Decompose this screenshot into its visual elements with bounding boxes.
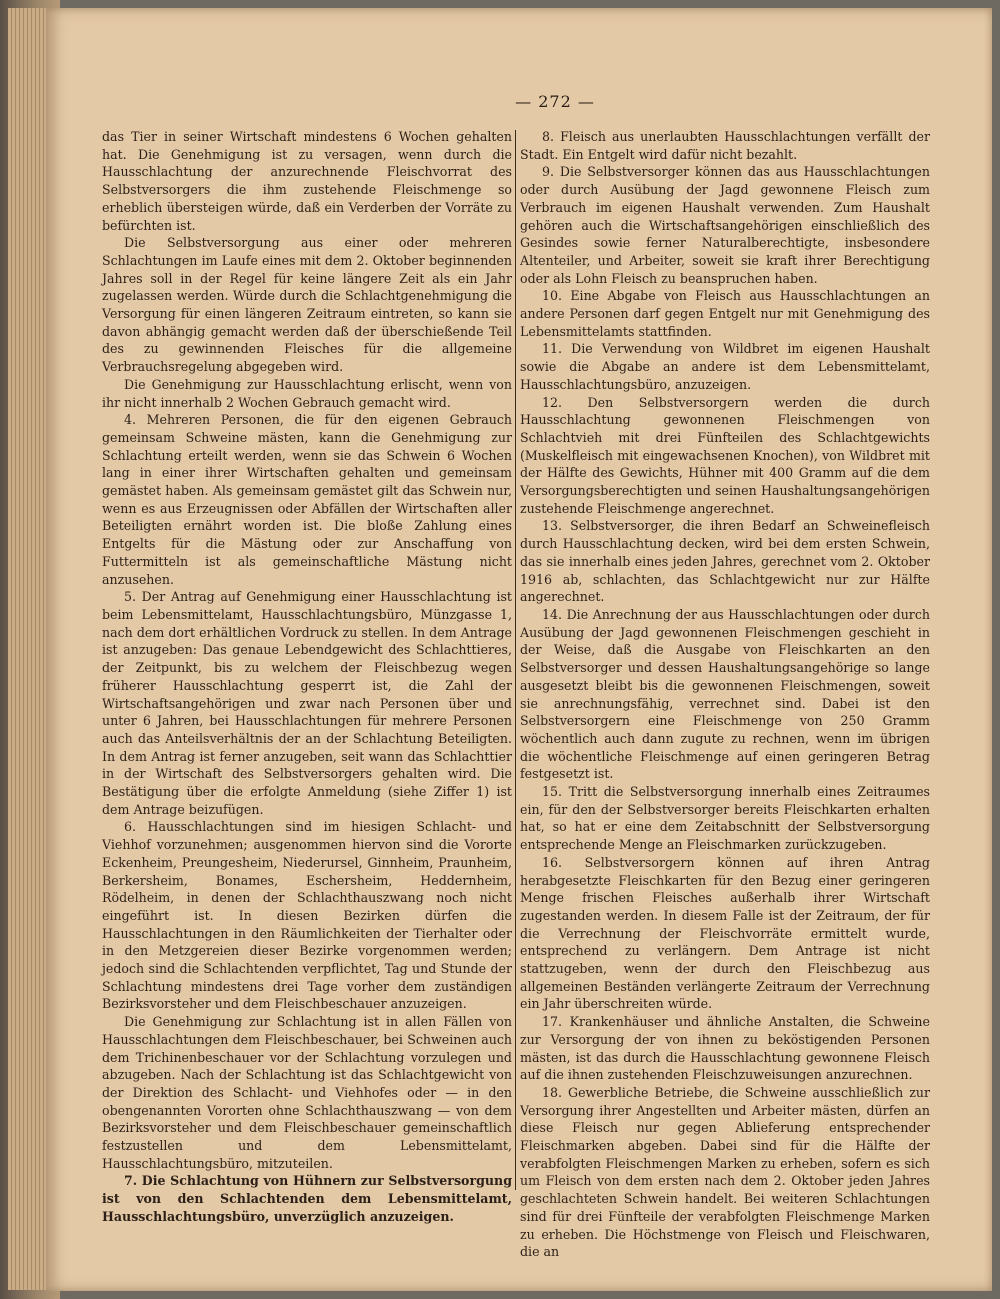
paragraph: 10. Eine Abgabe von Fleisch aus Hausschlachtungen an andere Personen darf gegen Entgelt nur mit Genehmigung des Lebensmittelamts stattfinden. xyxy=(520,288,930,339)
paragraph: 8. Fleisch aus unerlaubten Hausschlachtungen verfällt der Stadt. Ein Entgelt wird dafür nicht bezahlt. xyxy=(520,129,930,162)
paragraph: 15. Tritt die Selbstversorgung innerhalb eines Zeitraumes ein, für den der Selbstversorger bereits Fleischkarten erhalten hat, so hat er eine dem Zeitabschnitt der Selbstversorgung entsprechende Menge an Fleischmarken zurückzugeben. xyxy=(520,784,930,853)
paragraph: 5. Der Antrag auf Genehmigung einer Hausschlachtung ist beim Lebensmittelamt, Hausschlachtungsbüro, Münzgasse 1, nach dem dort erhältlichen Vordruck zu stellen. In dem Antrage ist anzugeben: Das genaue Lebendgewicht des Schlachttieres, der Zeitpunkt, bis zu welchem der Fleischbezug wegen früherer Hausschlachtung gesperrt ist, die Zahl der Wirtschaftsangehörigen und zwar nach Personen über und unter 6 Jahren, bei Hausschlachtungen für mehrere Personen auch das Anteilsverhältnis der an der Schlachtung Beteiligten. In dem Antrag ist ferner anzugeben, seit wann das Schlachttier in der Wirtschaft des Selbstversorgers gehalten wird. Die Bestätigung über die erfolgte Anmeldung (siehe Ziffer 1) ist dem Antrage beizufügen. xyxy=(102,589,512,817)
paragraph: 14. Die Anrechnung der aus Hausschlachtungen oder durch Ausübung der Jagd gewonnenen Fleischmengen geschieht in der Weise, daß die Ausgabe von Fleischkarten an den Selbstversorger und dessen Haushaltungsangehörige so lange ausgesetzt bleibt bis die gewonnenen Fleischmengen, soweit sie anrechnungsfähig, verrechnet sind. Dabei ist den Selbstversorgern eine Fleischmenge von 250 Gramm wöchentlich auch dann zugute zu rechnen, wenn im übrigen die wöchentliche Fleischmenge auf einen geringeren Betrag festgesetzt ist. xyxy=(520,606,930,782)
column-divider xyxy=(515,130,516,1190)
left-column xyxy=(102,128,512,1226)
paragraph: Die Genehmigung zur Schlachtung ist in allen Fällen von Hausschlachtungen dem Fleischbeschauer, bei Schweinen auch dem Trichinenbeschauer vor der Schlachtung vorzulegen und abzugeben. Nach der Schlachtung ist das Schlachtgewicht von der Direktion des Schlacht- und Viehhofes oder — in den obengenannten Vororten ohne Schlachthauszwang — von dem Bezirksvorsteher und dem Fleischbeschauer gemeinschaftlich festzustellen und dem Lebensmittelamt, Hausschlachtungsbüro, mitzuteilen. xyxy=(102,1014,512,1171)
paragraph: 7. Die Schlachtung von Hühnern zur Selbstversorgung ist von den Schlachtenden dem Lebensmittelamt, Hausschlachtungsbüro, unverzüglich anzuzeigen. xyxy=(102,1173,512,1224)
paragraph: 18. Gewerbliche Betriebe, die Schweine ausschließlich zur Versorgung ihrer Angestellten und Arbeiter mästen, dürfen an diese Fleisch nur gegen Ablieferung entsprechender Fleischmarken abgeben. Dabei sind für die Hälfte der verabfolgten Fleischmengen Marken zu erheben, sofern es sich um Fleisch von dem ersten nach dem 2. Oktober jeden Jahres geschlachteten Schwein handelt. Bei weiteren Schlachtungen sind für drei Fünfteile der verabfolgten Fleischmenge Marken zu erheben. Die Höchstmenge von Fleisch und Fleischwaren, die an xyxy=(520,1084,930,1260)
paragraph: 12. Den Selbstversorgern werden die durch Hausschlachtung gewonnenen Fleischmengen von Schlachtvieh mit drei Fünfteilen des Schlachtgewichts (Muskelfleisch mit eingewachsenen Knochen), von Wildbret mit der Hälfte des Gewichts, Hühner mit 400 Gramm auf die dem Versorgungsberechtigten und seinen Haushaltungsangehörigen zustehende Fleischmenge angerechnet. xyxy=(520,394,930,516)
paragraph: Die Selbstversorgung aus einer oder mehreren Schlachtungen im Laufe eines mit dem 2. Oktober beginnenden Jahres soll in der Regel für keine längere Zeit als ein Jahr zugelassen werden. Würde durch die Schlachtgenehmigung die Versorgung für einen längeren Zeitraum eintreten, so kann sie davon abhängig gemacht werden daß der überschießende Teil des zu gewinnenden Fleisches für die allgemeine Verbrauchsregelung abgegeben wird. xyxy=(102,235,512,375)
paragraph: 6. Hausschlachtungen sind im hiesigen Schlacht- und Viehhof vorzunehmen; ausgenommen hiervon sind die Vororte Eckenheim, Preungesheim, Niederursel, Ginnheim, Praunheim, Berkersheim, Bonames, Eschersheim, Heddernheim, Rödelheim, in denen der Schlachthauszwang noch nicht eingeführt ist. In diesen Bezirken dürfen die Hausschlachtungen in den Räumlichkeiten der Tierhalter oder in den Metzgereien dieser Bezirke vorgenommen werden; jedoch sind die Schlachtenden verpflichtet, Tag und Stunde der Schlachtung mindestens drei Tage vorher dem zuständigen Bezirksvorsteher und dem Fleischbeschauer anzuzeigen. xyxy=(102,819,512,1012)
paragraph: 17. Krankenhäuser und ähnliche Anstalten, die Schweine zur Versorgung der von ihnen zu beköstigenden Personen mästen, ist das durch die Hausschlachtung gewonnene Fleisch auf die ihnen zustehenden Fleischzuweisungen anzurechnen. xyxy=(520,1014,930,1083)
paragraph: Die Genehmigung zur Hausschlachtung erlischt, wenn von ihr nicht innerhalb 2 Wochen Gebrauch gemacht wird. xyxy=(102,376,512,410)
paragraph: das Tier in seiner Wirtschaft mindestens 6 Wochen gehalten hat. Die Genehmigung ist zu versagen, wenn durch die Hausschlachtung der anzurechnende Fleischvorrat des Selbstversorgers die ihm zustehende Fleischmenge so erheblich übersteigen würde, daß ein Verderben der Vorräte zu befürchten ist. xyxy=(102,129,512,233)
paragraph: 9. Die Selbstversorger können das aus Hausschlachtungen oder durch Ausübung der Jagd gewonnene Fleisch zum Verbrauch im eigenen Haushalt verwenden. Zum Haushalt gehören auch die Wirtschaftsangehörigen einschließlich des Gesindes sowie ferner Naturalberechtigte, insbesondere Altenteiler, und Arbeiter, soweit sie kraft ihrer Berechtigung oder als Lohn Fleisch zu beanspruchen haben. xyxy=(520,164,930,286)
paragraph: 13. Selbstversorger, die ihren Bedarf an Schweinefleisch durch Hausschlachtung decken, wird bei dem ersten Schwein, das sie innerhalb eines jeden Jahres, gerechnet vom 2. Oktober 1916 ab, schlachten, das Schlachtgewicht nur zur Hälfte angerechnet. xyxy=(520,518,930,605)
paragraph: 16. Selbstversorgern können auf ihren Antrag herabgesetzte Fleischkarten für den Bezug einer geringeren Menge frischen Fleisches außerhalb ihrer Wirtschaft zugestanden werden. In diesem Falle ist der Zeitraum, der für die Verrechnung der Fleischvorräte ermittelt wurde, entsprechend zu verlängern. Dem Antrage ist nicht stattzugeben, wenn der durch den Fleischbezug aus allgemeinen Beständen verlängerte Zeitraum der Verrechnung ein Jahr überschreiten würde. xyxy=(520,854,930,1012)
right-column xyxy=(520,128,930,1261)
page-number: — 272 — xyxy=(515,92,595,111)
paragraph: 4. Mehreren Personen, die für den eigenen Gebrauch gemeinsam Schweine mästen, kann die Genehmigung zur Schlachtung erteilt werden, wenn sie das Schwein 6 Wochen lang in einer ihrer Wirtschaften gehalten und gemeinsam gemästet haben. Als gemeinsam gemästet gilt das Schwein nur, wenn es aus Erzeugnissen oder Abfällen der Wirtschaften aller Beteiligten ernährt worden ist. Die bloße Zahlung eines Entgelts für die Mästung oder zur Anschaffung von Futtermitteln ist als gemeinschaftliche Mästung nicht anzusehen. xyxy=(102,412,512,587)
paragraph: 11. Die Verwendung von Wildbret im eigenen Haushalt sowie die Abgabe an andere ist dem Lebensmittelamt, Hausschlachtungsbüro, anzuzeigen. xyxy=(520,341,930,392)
